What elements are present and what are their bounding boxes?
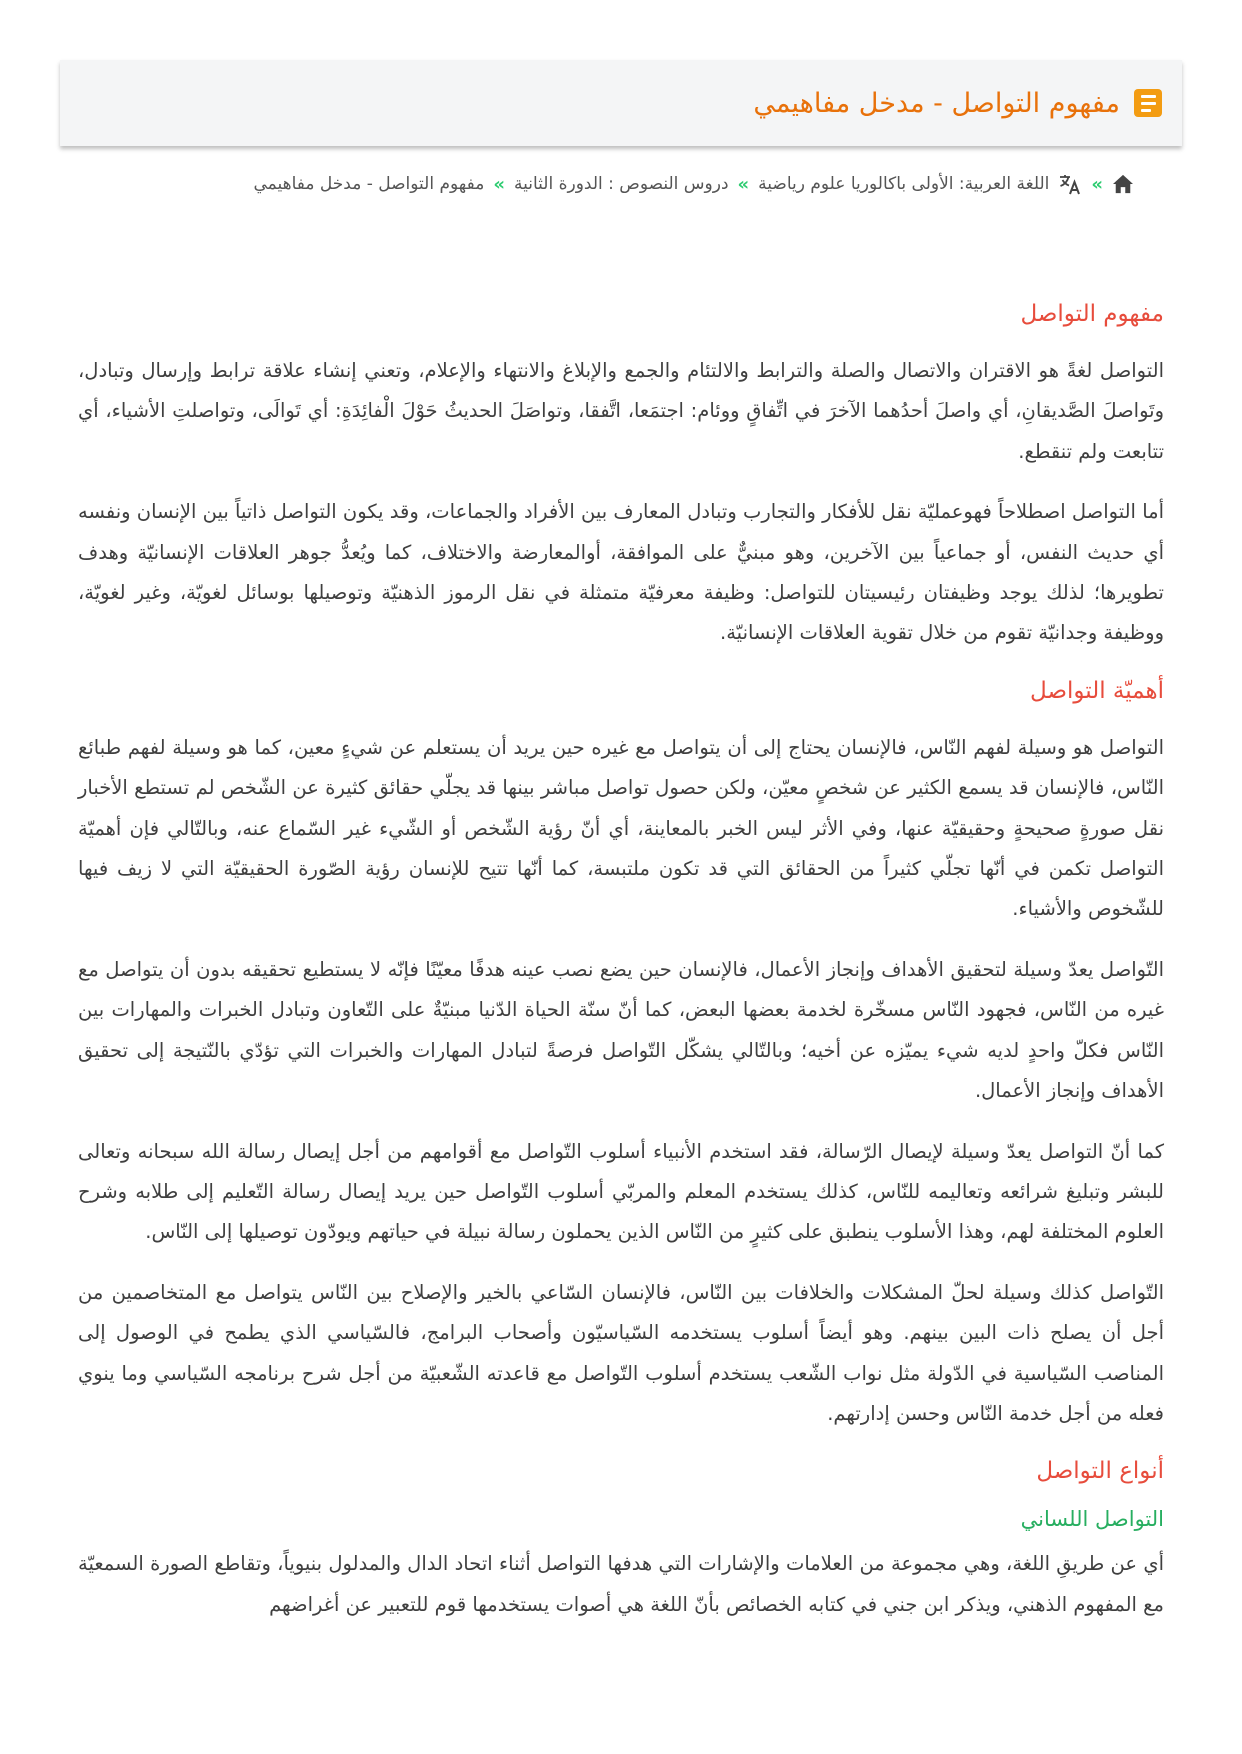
page-title: مفهوم التواصل - مدخل مفاهيمي — [753, 87, 1120, 119]
document-icon — [1134, 89, 1162, 117]
breadcrumb-separator: » — [737, 173, 750, 195]
breadcrumb-item-current: مفهوم التواصل - مدخل مفاهيمي — [253, 174, 485, 194]
section-importance — [78, 674, 1164, 1435]
paragraph: التّواصل يعدّ وسيلة لتحقيق الأهداف وإنجاز الأعمال، فالإنسان حين يضع نصب عينه هدفًا معيّنًا فإنّه لا يستطيع تحقيقه بدون أن يتواصل مع غيره من النّاس، فجهود النّاس مسخّرة لخدمة بعضها البعض، كما أنّ سنّة الحياة الدّنيا مبنيّةٌ على التّعاون وتبادل الخبرات والمهارات بين النّاس فكلّ واحدٍ لديه شيء يميّزه عن أخيه؛ وبالتّالي يشكّل التّواصل فرصةً لتبادل المهارات والخبرات التي تؤدّي بالنّتيجة إلى تحقيق الأهداف وإنجاز الأعمال. — [78, 957, 1164, 1103]
section-concept — [78, 297, 1164, 654]
section-subheading: التواصل اللساني — [1020, 1507, 1164, 1532]
breadcrumb — [254, 170, 1135, 198]
paragraph: كما أنّ التواصل يعدّ وسيلة لإيصال الرّسالة، فقد استخدم الأنبياء أسلوب التّواصل مع أقوامهم من أجل إيصال رسالة الله سبحانه وتعالى للبشر وتبليغ شرائعه وتعاليمه للنّاس، كذلك يستخدم المعلم والمربّي أسلوب التّواصل حين يريد إيصال رسالة التّعليم إلى طلابه وشرح العلوم المختلفة لهم، وهذا الأسلوب ينطبق على كثيرٍ من النّاس الذين يحملون رسالة نبيلة في حياتهم ويودّون توصيلها إلى النّاس. — [78, 1139, 1164, 1244]
breadcrumb-item-lessons[interactable]: دروس النصوص : الدورة الثانية — [513, 174, 729, 194]
home-icon[interactable] — [1112, 174, 1134, 194]
breadcrumb-separator: » — [1091, 173, 1103, 195]
title-card — [60, 60, 1182, 146]
paragraph: أما التواصل اصطلاحاً فهوعمليّة نقل للأفكار والتجارب وتبادل المعارف بين الأفراد والجماعات، وقد يكون التواصل ذاتياً بين الإنسان ونفسه أي حديث النفس، أو جماعياً بين الآخرين، وهو مبنيٌّ على الموافقة، أوالمعارضة والاختلاف، كما ويُعدُّ جوهر العلاقات الإنسانيّة وهدف تطويرها؛ لذلك يوجد وظيفتان رئيسيتان للتواصل: وظيفة معرفيّة متمثلة في نقل الرموز الذهنيّة وتوصيلها بوسائل لغويّة، وغير لغويّة، ووظيفة وجدانيّة تقوم من خلال تقوية العلاقات الإنسانيّة. — [78, 500, 1164, 645]
paragraph: التّواصل كذلك وسيلة لحلّ المشكلات والخلافات بين النّاس، فالإنسان السّاعي بالخير والإصلاح بين النّاس يتواصل مع المتخاصمين من أجل أن يصلح ذات البين بينهم. وهو أيضاً أسلوب يستخدمه السّياسيّون وأصحاب البرامج، فالسّياسي الذي يطمح في الوصول إلى المناصب السّياسية في الدّولة مثل نواب الشّعب يستخدم أسلوب التّواصل مع قاعدته الشّعبيّة من أجل شرح برنامجه السّياسي وما ينوي فعله من أجل خدمة النّاس وحسن إدارتهم. — [78, 1280, 1164, 1425]
paragraph: التواصل لغةً هو الاقتران والاتصال والصلة والترابط والالتئام والجمع والإبلاغ والانتهاء والإعلام، وتعني إنشاء علاقة ترابط وإرسال وتبادل، وتَواصلَ الصَّديقانِ، أي واصلَ أحدُهما الآخرَ في اتِّفاقٍ ووئام: اجتمَعا، اتَّفقا، وتواصَلَ الحديثُ حَوْلَ الْفائِدَةِ: أي تَوالَى، وتواصلتِ الأشياء، أي تتابعت ولم تنقطع. — [78, 359, 1164, 463]
section-types — [78, 1454, 1164, 1625]
section-heading: أهميّة التواصل — [1030, 677, 1164, 704]
breadcrumb-item-subject[interactable]: اللغة العربية: الأولى باكالوريا علوم رياضية — [758, 174, 1050, 194]
breadcrumb-separator: » — [493, 173, 505, 195]
translate-icon — [1058, 173, 1082, 195]
paragraph: أي عن طريقِ اللغة، وهي مجموعة من العلامات والإشارات التي هدفها التواصل أثناء اتحاد الدال والمدلول بنيوياً، وتقاطع الصورة السمعيّة مع المفهوم الذهني، ويذكر ابن جني في كتابه الخصائص بأنّ اللغة هي أصوات يستخدمها قوم للتعبير عن أغراضهم — [78, 1552, 1164, 1616]
paragraph: التواصل هو وسيلة لفهم النّاس، فالإنسان يحتاج إلى أن يتواصل مع غيره حين يريد أن يستعلم عن شيءٍ معين، كما هو وسيلة لفهم طبائع النّاس، فالإنسان قد يسمع الكثير عن شخصٍ معيّن، ولكن حصول تواصل مباشر بينها قد يجلّي حقائق كثيرة عن الشّخص لم تستطع الأخبار نقل صورةٍ صحيحةٍ وحقيقيّة عنها، وفي الأثر ليس الخبر بالمعاينة، أي أنّ رؤية الشّخص أو الشّيء غير السّماع عنه، وبالتّالي فإن أهميّة التواصل تكمن في أنّها تجلّي كثيراً من الحقائق التي قد تكون ملتبسة، كما أنّها تتيح للإنسان رؤية الصّورة الحقيقيّة التي لا زيف فيها للشّخوص والأشياء. — [78, 735, 1164, 921]
article-body — [78, 297, 1164, 1645]
section-heading: أنواع التواصل — [1036, 1458, 1164, 1485]
section-heading: مفهوم التواصل — [1020, 301, 1164, 327]
